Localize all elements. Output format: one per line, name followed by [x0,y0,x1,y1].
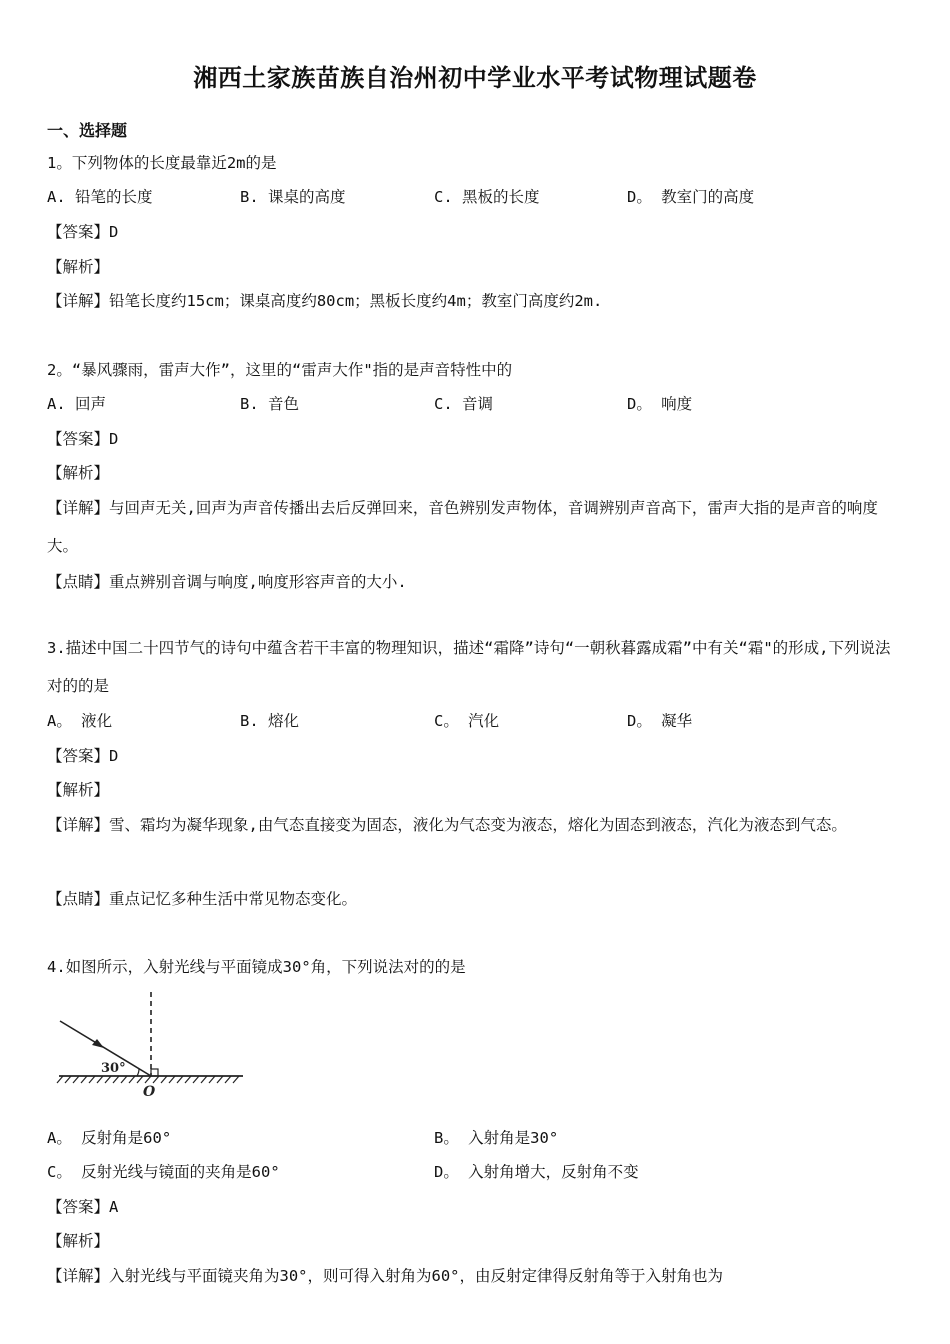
q2-answer: 【答案】D [47,430,119,448]
q2-stem: 2。“暴风骤雨，雷声大作”，这里的“雷声大作"指的是声音特性中的 [47,361,513,379]
q4-detail: 【详解】入射光线与平面镜夹角为30°，则可得入射角为60°，由反射定律得反射角等于入射角也为 [47,1267,723,1285]
q3-detail: 【详解】雪、霜均为凝华现象,由气态直接变为固态，液化为气态变为液态，熔化为固态到液态，汽化为液态到气态。 [47,816,847,834]
incident-arrow-icon [92,1039,104,1048]
q3-option-a: A。 液化 [47,712,113,730]
q1-option-b: B. 课桌的高度 [240,188,346,206]
q2-option-a: A. 回声 [47,395,106,413]
q4-stem: 4.如图所示，入射光线与平面镜成30°角，下列说法对的的是 [47,958,466,976]
q3-answer: 【答案】D [47,747,119,765]
angle-arc [137,1069,139,1077]
mirror-hatching [57,1076,239,1083]
q1-detail: 【详解】铅笔长度约15cm；课桌高度约80cm；黑板长度约4m；教室门高度约2m. [47,292,603,310]
q3-option-d: D。 凝华 [627,712,693,730]
q2-detail: 【详解】与回声无关,回声为声音传播出去后反弹回来，音色辨别发声物体，音调辨别声音高下，雷声大指的是声音的响度大。 [47,499,878,555]
q2-option-b: B. 音色 [240,395,299,413]
q3-option-b: B. 熔化 [240,712,299,730]
angle-label: 30° [101,1061,126,1076]
q4-option-c: C。 反射光线与镜面的夹角是60° [47,1163,280,1181]
point-o-label: O [143,1084,156,1100]
q1-answer: 【答案】D [47,223,119,241]
q1-option-c: C. 黑板的长度 [434,188,540,206]
q2-option-d: D。 响度 [627,395,693,413]
q4-option-a: A。 反射角是60° [47,1129,172,1147]
q1-stem: 1。下列物体的长度最靠近2m的是 [47,154,277,172]
q2-analysis: 【解析】 [47,464,110,482]
q1-option-a: A. 铅笔的长度 [47,188,153,206]
q4-answer: 【答案】A [47,1198,119,1216]
q4-option-b: B。 入射角是30° [434,1129,559,1147]
q3-stem: 3.描述中国二十四节气的诗句中蕴含若干丰富的物理知识，描述“霜降”诗句“一朝秋暮露成霜”中有关“霜"的形成,下列说法对的的是 [47,639,891,695]
q2-option-c: C. 音调 [434,395,493,413]
page-title: 湘西土家族苗族自治州初中学业水平考试物理试题卷 [193,64,757,92]
q3-comment: 【点睛】重点记忆多种生活中常见物态变化。 [47,890,358,908]
q3-option-c: C。 汽化 [434,712,500,730]
q1-option-d: D。 教室门的高度 [627,188,755,206]
q4-analysis: 【解析】 [47,1232,110,1250]
mirror-reflection-diagram [55,990,250,1100]
q3-analysis: 【解析】 [47,781,110,799]
section-heading: 一、选择题 [47,121,128,140]
q1-analysis: 【解析】 [47,258,110,276]
q2-comment: 【点睛】重点辨别音调与响度,响度形容声音的大小. [47,573,407,591]
right-angle-marker [151,1069,158,1076]
q4-option-d: D。 入射角增大，反射角不变 [434,1163,639,1181]
